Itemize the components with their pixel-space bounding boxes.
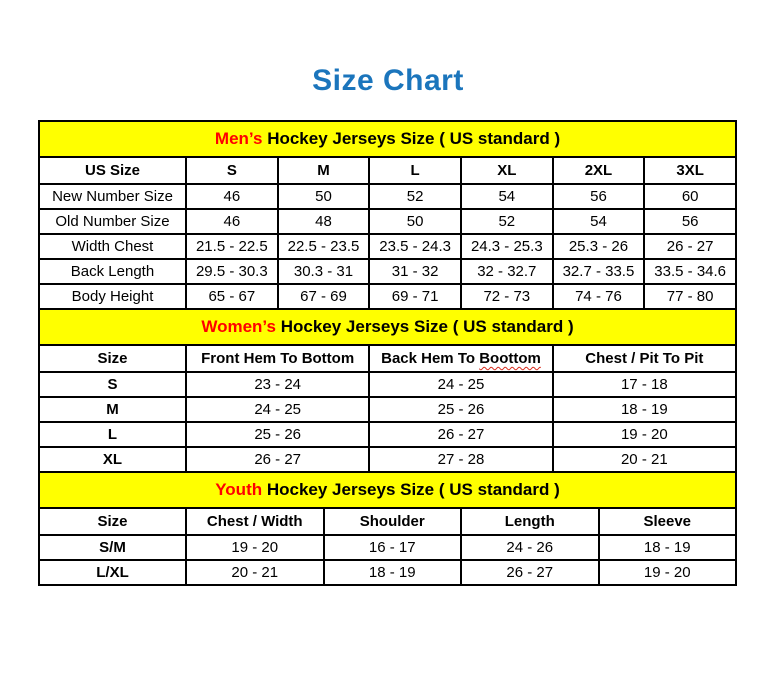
row-label: Old Number Size [39, 209, 186, 234]
womens-band-rest-text: Hockey Jerseys Size ( US standard ) [275, 317, 574, 336]
womens-header-row [39, 345, 736, 372]
value-cell: 24 - 25 [369, 372, 552, 397]
womens-size-table [38, 308, 737, 473]
value-cell: 26 - 27 [461, 560, 599, 585]
value-cell: 18 - 19 [599, 535, 737, 560]
youth-row-s-m [39, 535, 736, 560]
womens-band-accent-text: Women’s [201, 317, 276, 336]
value-cell: 50 [369, 209, 461, 234]
value-cell: 52 [461, 209, 553, 234]
youth-col-header-0: Size [39, 508, 186, 535]
womens-row-m [39, 397, 736, 422]
value-cell: 54 [461, 184, 553, 209]
row-label: S/M [39, 535, 186, 560]
youth-size-table [38, 471, 737, 586]
value-cell: 60 [644, 184, 736, 209]
value-cell: 24 - 25 [186, 397, 369, 422]
youth-col-header-3: Length [461, 508, 599, 535]
mens-size-table [38, 120, 737, 310]
mens-col-header-5: 2XL [553, 157, 645, 184]
value-cell: 25 - 26 [186, 422, 369, 447]
mens-col-header-1: S [186, 157, 278, 184]
value-cell: 56 [553, 184, 645, 209]
row-label: Back Length [39, 259, 186, 284]
womens-row-l [39, 422, 736, 447]
womens-row-s [39, 372, 736, 397]
value-cell: 33.5 - 34.6 [644, 259, 736, 284]
value-cell: 26 - 27 [186, 447, 369, 472]
value-cell: 26 - 27 [644, 234, 736, 259]
youth-row-l-xl [39, 560, 736, 585]
value-cell: 72 - 73 [461, 284, 553, 309]
value-cell: 25.3 - 26 [553, 234, 645, 259]
value-cell: 32.7 - 33.5 [553, 259, 645, 284]
womens-band-row [39, 309, 736, 345]
womens-col-header-1: Front Hem To Bottom [186, 345, 369, 372]
value-cell: 23 - 24 [186, 372, 369, 397]
womens-col-header-2: Back Hem To Boottom [369, 345, 552, 372]
mens-row-old-number-size [39, 209, 736, 234]
value-cell: 19 - 20 [599, 560, 737, 585]
value-cell: 16 - 17 [324, 535, 462, 560]
youth-header-row [39, 508, 736, 535]
value-cell: 19 - 20 [553, 422, 736, 447]
youth-band-title [39, 472, 736, 508]
value-cell: 46 [186, 209, 278, 234]
value-cell: 50 [278, 184, 370, 209]
womens-col-header-0: Size [39, 345, 186, 372]
mens-col-header-3: L [369, 157, 461, 184]
value-cell: 56 [644, 209, 736, 234]
mens-band-accent-text: Men’s [214, 129, 263, 148]
womens-band-title [39, 309, 736, 345]
value-cell: 46 [186, 184, 278, 209]
value-cell: 22.5 - 23.5 [278, 234, 370, 259]
mens-row-new-number-size [39, 184, 736, 209]
value-cell: 69 - 71 [369, 284, 461, 309]
mens-band-row [39, 121, 736, 157]
mens-header-row [39, 157, 736, 184]
value-cell: 17 - 18 [553, 372, 736, 397]
youth-band-row [39, 472, 736, 508]
value-cell: 21.5 - 22.5 [186, 234, 278, 259]
womens-row-xl [39, 447, 736, 472]
youth-col-header-4: Sleeve [599, 508, 737, 535]
value-cell: 20 - 21 [553, 447, 736, 472]
value-cell: 31 - 32 [369, 259, 461, 284]
youth-col-header-1: Chest / Width [186, 508, 324, 535]
value-cell: 48 [278, 209, 370, 234]
value-cell: 24.3 - 25.3 [461, 234, 553, 259]
value-cell: 52 [369, 184, 461, 209]
value-cell: 18 - 19 [324, 560, 462, 585]
womens-col-header-3: Chest / Pit To Pit [553, 345, 736, 372]
row-label: New Number Size [39, 184, 186, 209]
mens-row-body-height [39, 284, 736, 309]
value-cell: 27 - 28 [369, 447, 552, 472]
mens-col-header-4: XL [461, 157, 553, 184]
row-label: M [39, 397, 186, 422]
mens-band-title [39, 121, 736, 157]
value-cell: 32 - 32.7 [461, 259, 553, 284]
row-label: S [39, 372, 186, 397]
value-cell: 54 [553, 209, 645, 234]
value-cell: 74 - 76 [553, 284, 645, 309]
mens-band-rest-text: Hockey Jerseys Size ( US standard ) [262, 129, 561, 148]
row-label: L [39, 422, 186, 447]
youth-band-accent-text: Youth [215, 480, 263, 499]
value-cell: 77 - 80 [644, 284, 736, 309]
row-label: XL [39, 447, 186, 472]
youth-band-rest-text: Hockey Jerseys Size ( US standard ) [262, 480, 560, 499]
value-cell: 19 - 20 [186, 535, 324, 560]
youth-col-header-2: Shoulder [324, 508, 462, 535]
misspelled-word: Boottom [479, 350, 541, 367]
mens-col-header-0: US Size [39, 157, 186, 184]
value-cell: 26 - 27 [369, 422, 552, 447]
value-cell: 18 - 19 [553, 397, 736, 422]
row-label: Width Chest [39, 234, 186, 259]
mens-col-header-6: 3XL [644, 157, 736, 184]
row-label: Body Height [39, 284, 186, 309]
page-title: Size Chart [312, 64, 464, 97]
value-cell: 30.3 - 31 [278, 259, 370, 284]
size-tables-container [38, 120, 737, 586]
mens-col-header-2: M [278, 157, 370, 184]
row-label: L/XL [39, 560, 186, 585]
value-cell: 24 - 26 [461, 535, 599, 560]
value-cell: 65 - 67 [186, 284, 278, 309]
value-cell: 23.5 - 24.3 [369, 234, 461, 259]
mens-row-width-chest [39, 234, 736, 259]
value-cell: 20 - 21 [186, 560, 324, 585]
value-cell: 67 - 69 [278, 284, 370, 309]
mens-row-back-length [39, 259, 736, 284]
value-cell: 29.5 - 30.3 [186, 259, 278, 284]
value-cell: 25 - 26 [369, 397, 552, 422]
